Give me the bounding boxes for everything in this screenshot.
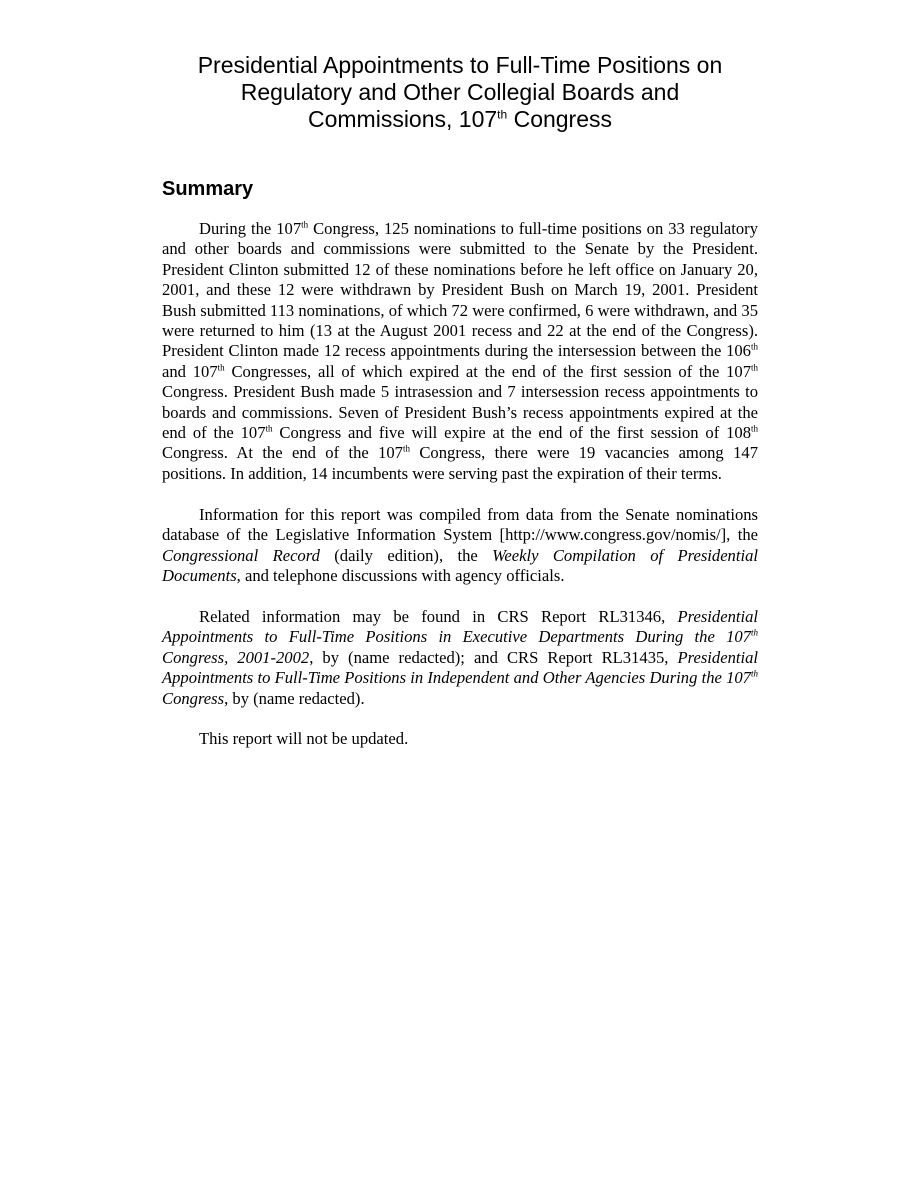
document-page — [162, 52, 758, 750]
text-run: , by (name redacted); and CRS Report RL31435, — [309, 647, 678, 667]
text-run: Congress. President Bush made 5 intrasession and 7 intersession recess appointments to boards and commissions. Seven of President Bush’s recess appointments expired at the end of the 107 — [162, 382, 758, 443]
text-run: Congress and five will expire at the end of the first session of 108 — [272, 423, 751, 443]
text-run: Related information may be found in CRS Report RL31346, — [199, 606, 678, 626]
text-run: Congresses, all of which expired at the end of the first session of the 107 — [224, 361, 751, 381]
summary-paragraph-3 — [162, 607, 758, 709]
text-run: (daily edition), the — [319, 545, 493, 565]
text-run: Congress. At the end of the 107 — [162, 443, 403, 463]
summary-paragraph-4: This report will not be updated. — [199, 729, 409, 749]
italic-title: Weekly Compilation of Presidential Documents — [162, 545, 758, 585]
text-run: , by (name redacted). — [224, 688, 365, 708]
superscript: th — [750, 341, 758, 352]
superscript: th — [750, 627, 758, 638]
title-line-3-suffix: Congress — [507, 106, 613, 132]
superscript: th — [750, 668, 758, 679]
text-run: Congress, there were 19 vacancies among 147 positions. In addition, 14 incumbents were serving past the expiration of their terms. — [162, 443, 758, 483]
text-run: During the 107 — [199, 219, 302, 238]
summary-paragraph-2 — [162, 505, 758, 587]
text-run: and 107 — [162, 361, 218, 381]
italic-title: Congress, 2001-2002 — [162, 647, 310, 667]
title-line-1: Presidential Appointments to Full-Time Positions on — [197, 52, 723, 78]
italic-title: Presidential Appointments to Full-Time Positions in Executive Departments During the 107 — [162, 606, 758, 647]
title-line-2: Regulatory and Other Collegial Boards and — [240, 79, 680, 105]
superscript: th — [751, 362, 759, 373]
report-title — [162, 52, 758, 133]
italic-title: Congressional Record — [162, 545, 320, 565]
superscript: th — [301, 219, 309, 230]
superscript: th — [402, 443, 410, 454]
title-line-3 — [308, 106, 612, 132]
text-run: , and telephone discussions with agency officials. — [236, 566, 565, 585]
title-superscript: th — [497, 107, 508, 122]
italic-title: Presidential Appointments to Full-Time Positions in Independent and Other Agencies During the 107 — [162, 647, 758, 688]
text-run: Congress, 125 nominations to full-time positions on 33 regulatory and other boards and commissions were submitted to the Senate by the President. President Clinton submitted 12 of these nominations before he left office on January 20, 2001, and these 12 were withdrawn by President Bush on March 19, 2001. President Bush submitted 113 nominations, of which 72 were confirmed, 6 were withdrawn, and 35 were returned to him (13 at the August 2001 recess and 22 at the end of the Congress). President Clinton made 12 recess appointments during the intersession between the 106 — [162, 219, 758, 361]
title-line-3-text: Commissions, 107 — [307, 106, 498, 132]
summary-heading: Summary — [162, 178, 254, 200]
superscript: th — [217, 362, 225, 373]
italic-title: Congress — [162, 688, 225, 708]
superscript: th — [265, 423, 273, 434]
summary-paragraph-1 — [162, 219, 758, 484]
superscript: th — [751, 423, 759, 434]
text-run: Information for this report was compiled from data from the Senate nominations database of the Legislative Information System [http://www.congress.gov/nomis/], the — [162, 504, 758, 545]
